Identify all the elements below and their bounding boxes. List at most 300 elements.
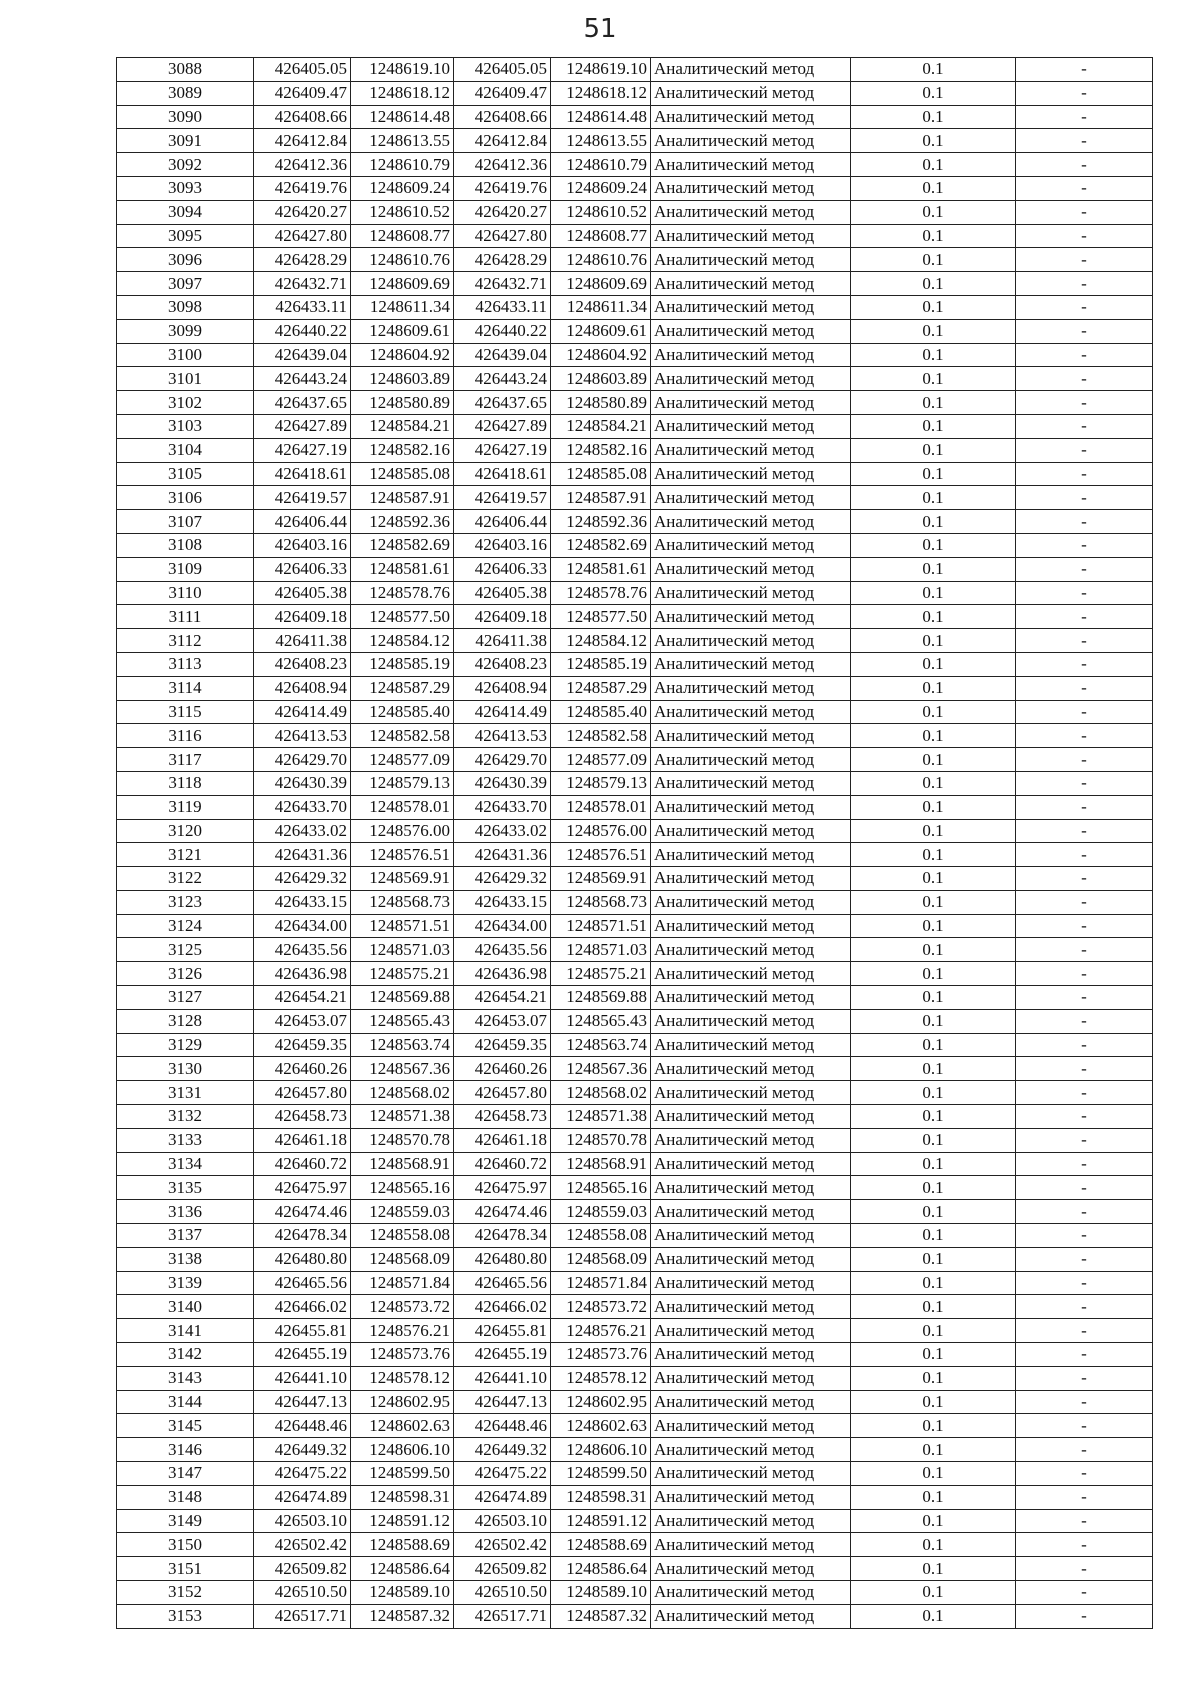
y-coordinate-alt-cell: 1248567.36 xyxy=(551,1057,651,1081)
x-coordinate-cell: 426465.56 xyxy=(254,1271,351,1295)
method-cell: Аналитический метод xyxy=(651,1581,851,1605)
y-coordinate-alt-cell: 1248576.21 xyxy=(551,1319,651,1343)
y-coordinate-alt-cell: 1248569.88 xyxy=(551,986,651,1010)
accuracy-cell: 0.1 xyxy=(851,819,1016,843)
accuracy-cell: 0.1 xyxy=(851,1081,1016,1105)
point-number-cell: 3106 xyxy=(117,486,254,510)
table-row xyxy=(117,1295,1153,1319)
x-coordinate-alt-cell: 426419.57 xyxy=(454,486,551,510)
y-coordinate-cell: 1248573.76 xyxy=(351,1343,454,1367)
method-cell: Аналитический метод xyxy=(651,843,851,867)
point-number-cell: 3136 xyxy=(117,1200,254,1224)
table-row xyxy=(117,1485,1153,1509)
table-row xyxy=(117,367,1153,391)
method-cell: Аналитический метод xyxy=(651,914,851,938)
accuracy-cell: 0.1 xyxy=(851,1462,1016,1486)
table-row xyxy=(117,724,1153,748)
x-coordinate-alt-cell: 426474.89 xyxy=(454,1485,551,1509)
table-row xyxy=(117,1105,1153,1129)
accuracy-cell: 0.1 xyxy=(851,1033,1016,1057)
method-cell: Аналитический метод xyxy=(651,1343,851,1367)
note-cell: - xyxy=(1016,462,1153,486)
accuracy-cell: 0.1 xyxy=(851,867,1016,891)
point-number-cell: 3094 xyxy=(117,200,254,224)
x-coordinate-cell: 426453.07 xyxy=(254,1009,351,1033)
accuracy-cell: 0.1 xyxy=(851,1343,1016,1367)
x-coordinate-alt-cell: 426427.89 xyxy=(454,414,551,438)
y-coordinate-cell: 1248585.40 xyxy=(351,700,454,724)
y-coordinate-cell: 1248604.92 xyxy=(351,343,454,367)
point-number-cell: 3129 xyxy=(117,1033,254,1057)
x-coordinate-alt-cell: 426429.70 xyxy=(454,748,551,772)
y-coordinate-alt-cell: 1248571.84 xyxy=(551,1271,651,1295)
method-cell: Аналитический метод xyxy=(651,652,851,676)
y-coordinate-cell: 1248568.91 xyxy=(351,1152,454,1176)
method-cell: Аналитический метод xyxy=(651,295,851,319)
table-row xyxy=(117,700,1153,724)
method-cell: Аналитический метод xyxy=(651,343,851,367)
y-coordinate-alt-cell: 1248619.10 xyxy=(551,58,651,82)
accuracy-cell: 0.1 xyxy=(851,129,1016,153)
y-coordinate-cell: 1248571.03 xyxy=(351,938,454,962)
method-cell: Аналитический метод xyxy=(651,391,851,415)
table-row xyxy=(117,557,1153,581)
x-coordinate-cell: 426440.22 xyxy=(254,319,351,343)
x-coordinate-alt-cell: 426406.44 xyxy=(454,510,551,534)
x-coordinate-alt-cell: 426409.18 xyxy=(454,605,551,629)
note-cell: - xyxy=(1016,795,1153,819)
y-coordinate-alt-cell: 1248587.32 xyxy=(551,1604,651,1628)
point-number-cell: 3114 xyxy=(117,676,254,700)
point-number-cell: 3139 xyxy=(117,1271,254,1295)
x-coordinate-cell: 426431.36 xyxy=(254,843,351,867)
y-coordinate-cell: 1248587.29 xyxy=(351,676,454,700)
method-cell: Аналитический метод xyxy=(651,533,851,557)
note-cell: - xyxy=(1016,272,1153,296)
x-coordinate-cell: 426403.16 xyxy=(254,533,351,557)
x-coordinate-alt-cell: 426509.82 xyxy=(454,1557,551,1581)
x-coordinate-alt-cell: 426409.47 xyxy=(454,81,551,105)
accuracy-cell: 0.1 xyxy=(851,1581,1016,1605)
accuracy-cell: 0.1 xyxy=(851,81,1016,105)
x-coordinate-alt-cell: 426412.36 xyxy=(454,153,551,177)
method-cell: Аналитический метод xyxy=(651,1200,851,1224)
y-coordinate-cell: 1248609.69 xyxy=(351,272,454,296)
y-coordinate-alt-cell: 1248565.43 xyxy=(551,1009,651,1033)
point-number-cell: 3111 xyxy=(117,605,254,629)
x-coordinate-alt-cell: 426517.71 xyxy=(454,1604,551,1628)
y-coordinate-alt-cell: 1248610.52 xyxy=(551,200,651,224)
x-coordinate-cell: 426427.89 xyxy=(254,414,351,438)
x-coordinate-cell: 426475.97 xyxy=(254,1176,351,1200)
table-row xyxy=(117,462,1153,486)
y-coordinate-cell: 1248611.34 xyxy=(351,295,454,319)
y-coordinate-cell: 1248571.51 xyxy=(351,914,454,938)
note-cell: - xyxy=(1016,414,1153,438)
x-coordinate-alt-cell: 426408.94 xyxy=(454,676,551,700)
point-number-cell: 3098 xyxy=(117,295,254,319)
method-cell: Аналитический метод xyxy=(651,1081,851,1105)
note-cell: - xyxy=(1016,1247,1153,1271)
x-coordinate-alt-cell: 426433.02 xyxy=(454,819,551,843)
accuracy-cell: 0.1 xyxy=(851,914,1016,938)
x-coordinate-alt-cell: 426413.53 xyxy=(454,724,551,748)
note-cell: - xyxy=(1016,1462,1153,1486)
note-cell: - xyxy=(1016,1176,1153,1200)
point-number-cell: 3132 xyxy=(117,1105,254,1129)
point-number-cell: 3134 xyxy=(117,1152,254,1176)
method-cell: Аналитический метод xyxy=(651,224,851,248)
y-coordinate-cell: 1248581.61 xyxy=(351,557,454,581)
point-number-cell: 3144 xyxy=(117,1390,254,1414)
y-coordinate-alt-cell: 1248610.79 xyxy=(551,153,651,177)
point-number-cell: 3091 xyxy=(117,129,254,153)
note-cell: - xyxy=(1016,1581,1153,1605)
note-cell: - xyxy=(1016,319,1153,343)
method-cell: Аналитический метод xyxy=(651,153,851,177)
point-number-cell: 3089 xyxy=(117,81,254,105)
y-coordinate-cell: 1248588.69 xyxy=(351,1533,454,1557)
x-coordinate-cell: 426406.33 xyxy=(254,557,351,581)
x-coordinate-alt-cell: 426439.04 xyxy=(454,343,551,367)
accuracy-cell: 0.1 xyxy=(851,486,1016,510)
x-coordinate-cell: 426429.32 xyxy=(254,867,351,891)
y-coordinate-alt-cell: 1248606.10 xyxy=(551,1438,651,1462)
x-coordinate-alt-cell: 426457.80 xyxy=(454,1081,551,1105)
table-row xyxy=(117,1343,1153,1367)
accuracy-cell: 0.1 xyxy=(851,700,1016,724)
method-cell: Аналитический метод xyxy=(651,1390,851,1414)
table-row xyxy=(117,1414,1153,1438)
accuracy-cell: 0.1 xyxy=(851,295,1016,319)
table-row xyxy=(117,1081,1153,1105)
method-cell: Аналитический метод xyxy=(651,58,851,82)
table-row xyxy=(117,1319,1153,1343)
point-number-cell: 3109 xyxy=(117,557,254,581)
accuracy-cell: 0.1 xyxy=(851,462,1016,486)
method-cell: Аналитический метод xyxy=(651,1152,851,1176)
accuracy-cell: 0.1 xyxy=(851,176,1016,200)
x-coordinate-alt-cell: 426455.19 xyxy=(454,1343,551,1367)
x-coordinate-alt-cell: 426436.98 xyxy=(454,962,551,986)
note-cell: - xyxy=(1016,700,1153,724)
y-coordinate-alt-cell: 1248585.40 xyxy=(551,700,651,724)
method-cell: Аналитический метод xyxy=(651,1366,851,1390)
accuracy-cell: 0.1 xyxy=(851,1557,1016,1581)
note-cell: - xyxy=(1016,1105,1153,1129)
table-row xyxy=(117,1462,1153,1486)
x-coordinate-alt-cell: 426461.18 xyxy=(454,1128,551,1152)
x-coordinate-cell: 426412.36 xyxy=(254,153,351,177)
y-coordinate-cell: 1248569.91 xyxy=(351,867,454,891)
accuracy-cell: 0.1 xyxy=(851,795,1016,819)
point-number-cell: 3092 xyxy=(117,153,254,177)
accuracy-cell: 0.1 xyxy=(851,224,1016,248)
table-row xyxy=(117,676,1153,700)
y-coordinate-alt-cell: 1248599.50 xyxy=(551,1462,651,1486)
accuracy-cell: 0.1 xyxy=(851,843,1016,867)
point-number-cell: 3146 xyxy=(117,1438,254,1462)
point-number-cell: 3145 xyxy=(117,1414,254,1438)
method-cell: Аналитический метод xyxy=(651,748,851,772)
x-coordinate-cell: 426466.02 xyxy=(254,1295,351,1319)
y-coordinate-alt-cell: 1248568.91 xyxy=(551,1152,651,1176)
accuracy-cell: 0.1 xyxy=(851,557,1016,581)
y-coordinate-alt-cell: 1248589.10 xyxy=(551,1581,651,1605)
table-row xyxy=(117,224,1153,248)
accuracy-cell: 0.1 xyxy=(851,272,1016,296)
note-cell: - xyxy=(1016,248,1153,272)
point-number-cell: 3138 xyxy=(117,1247,254,1271)
accuracy-cell: 0.1 xyxy=(851,1414,1016,1438)
accuracy-cell: 0.1 xyxy=(851,748,1016,772)
x-coordinate-alt-cell: 426440.22 xyxy=(454,319,551,343)
x-coordinate-cell: 426475.22 xyxy=(254,1462,351,1486)
y-coordinate-alt-cell: 1248585.19 xyxy=(551,652,651,676)
method-cell: Аналитический метод xyxy=(651,200,851,224)
accuracy-cell: 0.1 xyxy=(851,1509,1016,1533)
note-cell: - xyxy=(1016,129,1153,153)
accuracy-cell: 0.1 xyxy=(851,1485,1016,1509)
y-coordinate-alt-cell: 1248577.50 xyxy=(551,605,651,629)
note-cell: - xyxy=(1016,1200,1153,1224)
y-coordinate-alt-cell: 1248582.58 xyxy=(551,724,651,748)
table-row xyxy=(117,1128,1153,1152)
accuracy-cell: 0.1 xyxy=(851,890,1016,914)
note-cell: - xyxy=(1016,533,1153,557)
point-number-cell: 3153 xyxy=(117,1604,254,1628)
y-coordinate-cell: 1248587.32 xyxy=(351,1604,454,1628)
note-cell: - xyxy=(1016,58,1153,82)
method-cell: Аналитический метод xyxy=(651,676,851,700)
table-row xyxy=(117,1581,1153,1605)
y-coordinate-alt-cell: 1248609.69 xyxy=(551,272,651,296)
note-cell: - xyxy=(1016,581,1153,605)
method-cell: Аналитический метод xyxy=(651,1105,851,1129)
y-coordinate-alt-cell: 1248579.13 xyxy=(551,771,651,795)
note-cell: - xyxy=(1016,867,1153,891)
point-number-cell: 3133 xyxy=(117,1128,254,1152)
y-coordinate-alt-cell: 1248609.24 xyxy=(551,176,651,200)
point-number-cell: 3093 xyxy=(117,176,254,200)
x-coordinate-cell: 426429.70 xyxy=(254,748,351,772)
note-cell: - xyxy=(1016,1009,1153,1033)
table-row xyxy=(117,176,1153,200)
y-coordinate-alt-cell: 1248578.01 xyxy=(551,795,651,819)
note-cell: - xyxy=(1016,1152,1153,1176)
accuracy-cell: 0.1 xyxy=(851,1604,1016,1628)
point-number-cell: 3125 xyxy=(117,938,254,962)
accuracy-cell: 0.1 xyxy=(851,652,1016,676)
accuracy-cell: 0.1 xyxy=(851,533,1016,557)
y-coordinate-alt-cell: 1248587.29 xyxy=(551,676,651,700)
point-number-cell: 3097 xyxy=(117,272,254,296)
accuracy-cell: 0.1 xyxy=(851,105,1016,129)
x-coordinate-cell: 426510.50 xyxy=(254,1581,351,1605)
x-coordinate-cell: 426457.80 xyxy=(254,1081,351,1105)
y-coordinate-cell: 1248577.50 xyxy=(351,605,454,629)
x-coordinate-cell: 426413.53 xyxy=(254,724,351,748)
note-cell: - xyxy=(1016,343,1153,367)
x-coordinate-cell: 426419.57 xyxy=(254,486,351,510)
y-coordinate-alt-cell: 1248568.02 xyxy=(551,1081,651,1105)
x-coordinate-cell: 426455.81 xyxy=(254,1319,351,1343)
y-coordinate-alt-cell: 1248604.92 xyxy=(551,343,651,367)
x-coordinate-cell: 426517.71 xyxy=(254,1604,351,1628)
note-cell: - xyxy=(1016,1390,1153,1414)
x-coordinate-alt-cell: 426475.22 xyxy=(454,1462,551,1486)
table-row xyxy=(117,81,1153,105)
point-number-cell: 3088 xyxy=(117,58,254,82)
x-coordinate-alt-cell: 426429.32 xyxy=(454,867,551,891)
table-row xyxy=(117,819,1153,843)
method-cell: Аналитический метод xyxy=(651,1033,851,1057)
y-coordinate-alt-cell: 1248608.77 xyxy=(551,224,651,248)
x-coordinate-cell: 426502.42 xyxy=(254,1533,351,1557)
x-coordinate-alt-cell: 426406.33 xyxy=(454,557,551,581)
x-coordinate-alt-cell: 426405.05 xyxy=(454,58,551,82)
y-coordinate-alt-cell: 1248584.12 xyxy=(551,629,651,653)
y-coordinate-alt-cell: 1248581.61 xyxy=(551,557,651,581)
coordinates-table xyxy=(116,57,1153,1629)
table-row xyxy=(117,986,1153,1010)
accuracy-cell: 0.1 xyxy=(851,1533,1016,1557)
y-coordinate-alt-cell: 1248576.51 xyxy=(551,843,651,867)
point-number-cell: 3122 xyxy=(117,867,254,891)
table-row xyxy=(117,1366,1153,1390)
x-coordinate-alt-cell: 426405.38 xyxy=(454,581,551,605)
y-coordinate-cell: 1248558.08 xyxy=(351,1224,454,1248)
y-coordinate-cell: 1248578.12 xyxy=(351,1366,454,1390)
y-coordinate-alt-cell: 1248591.12 xyxy=(551,1509,651,1533)
table-row xyxy=(117,391,1153,415)
accuracy-cell: 0.1 xyxy=(851,938,1016,962)
y-coordinate-cell: 1248584.12 xyxy=(351,629,454,653)
accuracy-cell: 0.1 xyxy=(851,1247,1016,1271)
table-row xyxy=(117,1509,1153,1533)
table-row xyxy=(117,1438,1153,1462)
point-number-cell: 3112 xyxy=(117,629,254,653)
y-coordinate-cell: 1248608.77 xyxy=(351,224,454,248)
y-coordinate-alt-cell: 1248611.34 xyxy=(551,295,651,319)
y-coordinate-cell: 1248610.52 xyxy=(351,200,454,224)
x-coordinate-alt-cell: 426414.49 xyxy=(454,700,551,724)
accuracy-cell: 0.1 xyxy=(851,724,1016,748)
method-cell: Аналитический метод xyxy=(651,938,851,962)
y-coordinate-cell: 1248609.24 xyxy=(351,176,454,200)
point-number-cell: 3108 xyxy=(117,533,254,557)
x-coordinate-alt-cell: 426441.10 xyxy=(454,1366,551,1390)
y-coordinate-cell: 1248586.64 xyxy=(351,1557,454,1581)
table-row xyxy=(117,438,1153,462)
x-coordinate-alt-cell: 426458.73 xyxy=(454,1105,551,1129)
point-number-cell: 3143 xyxy=(117,1366,254,1390)
note-cell: - xyxy=(1016,986,1153,1010)
method-cell: Аналитический метод xyxy=(651,272,851,296)
x-coordinate-alt-cell: 426411.38 xyxy=(454,629,551,653)
method-cell: Аналитический метод xyxy=(651,1509,851,1533)
y-coordinate-alt-cell: 1248598.31 xyxy=(551,1485,651,1509)
method-cell: Аналитический метод xyxy=(651,629,851,653)
note-cell: - xyxy=(1016,438,1153,462)
y-coordinate-cell: 1248569.88 xyxy=(351,986,454,1010)
point-number-cell: 3142 xyxy=(117,1343,254,1367)
method-cell: Аналитический метод xyxy=(651,890,851,914)
accuracy-cell: 0.1 xyxy=(851,629,1016,653)
table-row xyxy=(117,200,1153,224)
table-row xyxy=(117,843,1153,867)
accuracy-cell: 0.1 xyxy=(851,676,1016,700)
table-row xyxy=(117,343,1153,367)
note-cell: - xyxy=(1016,1366,1153,1390)
table-row xyxy=(117,771,1153,795)
y-coordinate-alt-cell: 1248568.73 xyxy=(551,890,651,914)
x-coordinate-cell: 426405.38 xyxy=(254,581,351,605)
method-cell: Аналитический метод xyxy=(651,129,851,153)
y-coordinate-cell: 1248568.73 xyxy=(351,890,454,914)
note-cell: - xyxy=(1016,605,1153,629)
y-coordinate-alt-cell: 1248592.36 xyxy=(551,510,651,534)
table-row xyxy=(117,510,1153,534)
table-row xyxy=(117,962,1153,986)
x-coordinate-cell: 426460.26 xyxy=(254,1057,351,1081)
table-row xyxy=(117,581,1153,605)
x-coordinate-cell: 426411.38 xyxy=(254,629,351,653)
point-number-cell: 3148 xyxy=(117,1485,254,1509)
y-coordinate-alt-cell: 1248602.95 xyxy=(551,1390,651,1414)
accuracy-cell: 0.1 xyxy=(851,771,1016,795)
y-coordinate-cell: 1248610.79 xyxy=(351,153,454,177)
accuracy-cell: 0.1 xyxy=(851,367,1016,391)
x-coordinate-alt-cell: 426428.29 xyxy=(454,248,551,272)
method-cell: Аналитический метод xyxy=(651,438,851,462)
y-coordinate-cell: 1248567.36 xyxy=(351,1057,454,1081)
y-coordinate-alt-cell: 1248614.48 xyxy=(551,105,651,129)
accuracy-cell: 0.1 xyxy=(851,1176,1016,1200)
x-coordinate-alt-cell: 426432.71 xyxy=(454,272,551,296)
x-coordinate-alt-cell: 426480.80 xyxy=(454,1247,551,1271)
table-row xyxy=(117,319,1153,343)
method-cell: Аналитический метод xyxy=(651,1009,851,1033)
note-cell: - xyxy=(1016,557,1153,581)
point-number-cell: 3137 xyxy=(117,1224,254,1248)
method-cell: Аналитический метод xyxy=(651,795,851,819)
y-coordinate-cell: 1248602.95 xyxy=(351,1390,454,1414)
method-cell: Аналитический метод xyxy=(651,557,851,581)
table-row xyxy=(117,1604,1153,1628)
table-row xyxy=(117,1271,1153,1295)
point-number-cell: 3099 xyxy=(117,319,254,343)
method-cell: Аналитический метод xyxy=(651,1533,851,1557)
table-row xyxy=(117,129,1153,153)
accuracy-cell: 0.1 xyxy=(851,319,1016,343)
note-cell: - xyxy=(1016,676,1153,700)
table-row xyxy=(117,795,1153,819)
note-cell: - xyxy=(1016,724,1153,748)
x-coordinate-alt-cell: 426459.35 xyxy=(454,1033,551,1057)
x-coordinate-cell: 426509.82 xyxy=(254,1557,351,1581)
accuracy-cell: 0.1 xyxy=(851,1057,1016,1081)
point-number-cell: 3149 xyxy=(117,1509,254,1533)
accuracy-cell: 0.1 xyxy=(851,962,1016,986)
x-coordinate-cell: 426412.84 xyxy=(254,129,351,153)
x-coordinate-cell: 426427.19 xyxy=(254,438,351,462)
note-cell: - xyxy=(1016,771,1153,795)
y-coordinate-cell: 1248575.21 xyxy=(351,962,454,986)
x-coordinate-alt-cell: 426434.00 xyxy=(454,914,551,938)
note-cell: - xyxy=(1016,652,1153,676)
x-coordinate-cell: 426419.76 xyxy=(254,176,351,200)
